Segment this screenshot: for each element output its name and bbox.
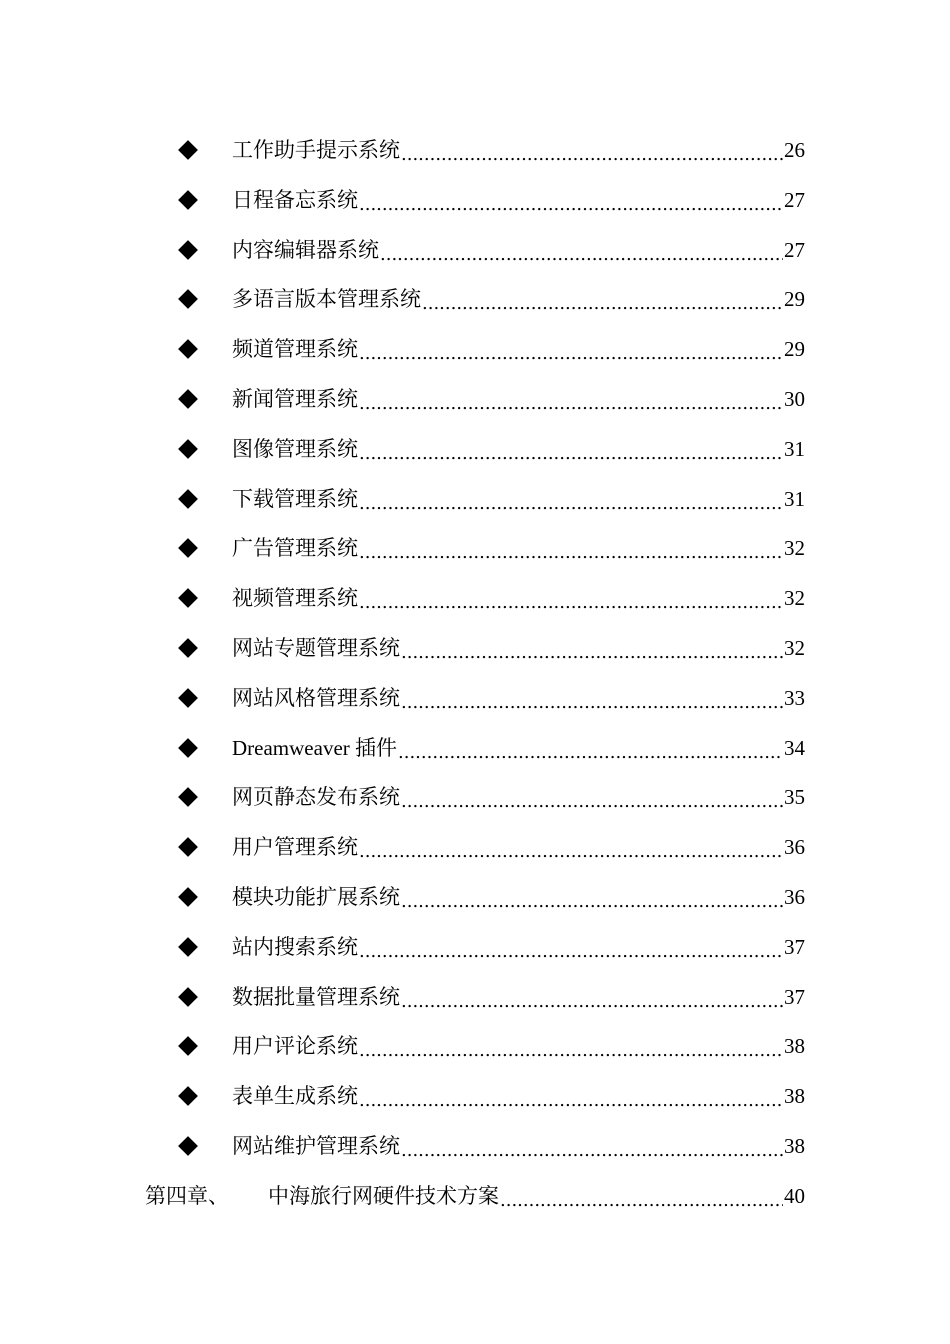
toc-chapter-entry[interactable] (0, 1176, 950, 1226)
toc-entry-title: 视频管理系统 (232, 586, 358, 611)
toc-entry[interactable] (0, 1076, 950, 1126)
diamond-bullet-icon (175, 279, 201, 319)
dot-leader (380, 240, 783, 270)
toc-entry-title: 用户管理系统 (232, 835, 358, 860)
toc-entry-line (232, 728, 805, 768)
dot-leader (500, 1186, 783, 1216)
toc-entry-page: 29 (784, 287, 805, 312)
toc-entry[interactable] (0, 479, 950, 529)
diamond-bullet-icon (175, 678, 201, 718)
toc-entry-line (232, 578, 805, 618)
dot-leader (359, 937, 783, 967)
toc-entry-title: 网站专题管理系统 (232, 635, 400, 660)
toc-entry[interactable] (0, 977, 950, 1027)
dot-leader (401, 688, 783, 718)
dot-leader (401, 638, 783, 668)
toc-entry-page: 34 (784, 735, 805, 760)
toc-entry-line (232, 1076, 805, 1116)
toc-entry-title: 网站风格管理系统 (232, 685, 400, 710)
toc-entry-title: 模块功能扩展系统 (232, 884, 400, 909)
dot-leader (401, 787, 783, 817)
diamond-bullet-icon (175, 230, 201, 270)
dot-leader (359, 1086, 783, 1116)
toc-entry-title: 内容编辑器系统 (232, 237, 379, 262)
toc-entry-title: 多语言版本管理系统 (232, 287, 421, 312)
toc-entry-line (232, 628, 805, 668)
toc-entry-line (232, 130, 805, 170)
toc-entry-line (232, 230, 805, 270)
dot-leader (359, 190, 783, 220)
diamond-bullet-icon (175, 479, 201, 519)
dot-leader (359, 389, 783, 419)
toc-entry-title: 下载管理系统 (232, 486, 358, 511)
toc-entry-title: 日程备忘系统 (232, 187, 358, 212)
toc-entry-line (232, 528, 805, 568)
toc-entry[interactable] (0, 180, 950, 230)
toc-entry-line (232, 877, 805, 917)
toc-entry[interactable] (0, 329, 950, 379)
dot-leader (401, 987, 783, 1017)
toc-entry-page: 38 (784, 1034, 805, 1059)
toc-entry-title: 图像管理系统 (232, 436, 358, 461)
diamond-bullet-icon (175, 1026, 201, 1066)
toc-entry-page: 31 (784, 436, 805, 461)
chapter-title: 中海旅行网硬件技术方案 (268, 1183, 499, 1208)
toc-entry-line (232, 827, 805, 867)
diamond-bullet-icon (175, 528, 201, 568)
diamond-bullet-icon (175, 329, 201, 369)
toc-entry-page: 37 (784, 984, 805, 1009)
toc-chapter-line (145, 1176, 805, 1216)
toc-entry-page: 29 (784, 337, 805, 362)
toc-entry-title: 表单生成系统 (232, 1084, 358, 1109)
diamond-bullet-icon (175, 578, 201, 618)
dot-leader (359, 339, 783, 369)
chapter-page: 40 (784, 1183, 805, 1208)
dot-leader (359, 588, 783, 618)
toc-entry[interactable] (0, 628, 950, 678)
toc-entry-page: 32 (784, 536, 805, 561)
toc-entry[interactable] (0, 1026, 950, 1076)
toc-entry[interactable] (0, 678, 950, 728)
toc-entry-title: 广告管理系统 (232, 536, 358, 561)
diamond-bullet-icon (175, 130, 201, 170)
dot-leader (359, 837, 783, 867)
toc-entry-page: 27 (784, 237, 805, 262)
toc-entry-title: 频道管理系统 (232, 337, 358, 362)
toc-entry-title: Dreamweaver 插件 (232, 735, 398, 760)
toc-entry-line (232, 429, 805, 469)
toc-entry[interactable] (0, 1126, 950, 1176)
dot-leader (359, 489, 783, 519)
toc-entry-page: 33 (784, 685, 805, 710)
toc-entry-line (232, 927, 805, 967)
diamond-bullet-icon (175, 977, 201, 1017)
diamond-bullet-icon (175, 927, 201, 967)
toc-entry[interactable] (0, 429, 950, 479)
toc-entry-page: 35 (784, 785, 805, 810)
toc-entry[interactable] (0, 279, 950, 329)
dot-leader (422, 289, 783, 319)
diamond-bullet-icon (175, 877, 201, 917)
dot-leader (401, 887, 783, 917)
toc-entry[interactable] (0, 578, 950, 628)
toc-entry-title: 网站维护管理系统 (232, 1133, 400, 1158)
diamond-bullet-icon (175, 827, 201, 867)
toc-entry[interactable] (0, 927, 950, 977)
diamond-bullet-icon (175, 1126, 201, 1166)
toc-entry[interactable] (0, 827, 950, 877)
toc-entry-page: 32 (784, 635, 805, 660)
toc-entry-line (232, 180, 805, 220)
toc-entry[interactable] (0, 728, 950, 778)
toc-entry-line (232, 379, 805, 419)
toc-entry-line (232, 1026, 805, 1066)
toc-entry-page: 36 (784, 835, 805, 860)
dot-leader (401, 140, 783, 170)
diamond-bullet-icon (175, 777, 201, 817)
toc-entry[interactable] (0, 130, 950, 180)
diamond-bullet-icon (175, 1076, 201, 1116)
toc-entry-line (232, 1126, 805, 1166)
toc-entry-page: 38 (784, 1084, 805, 1109)
toc-entry-page: 37 (784, 934, 805, 959)
diamond-bullet-icon (175, 180, 201, 220)
toc-entry-title: 网页静态发布系统 (232, 785, 400, 810)
toc-entry-title: 工作助手提示系统 (232, 138, 400, 162)
toc-entry-line (232, 479, 805, 519)
toc-entry-page: 31 (784, 486, 805, 511)
toc-entry-page: 27 (784, 187, 805, 212)
toc-entry-title: 数据批量管理系统 (232, 984, 400, 1009)
toc-entry[interactable] (0, 528, 950, 578)
toc-entry-page: 26 (784, 138, 805, 162)
toc-entry-line (232, 977, 805, 1017)
dot-leader (398, 738, 783, 768)
toc-entry-title: 用户评论系统 (232, 1034, 358, 1059)
toc-entry-page: 30 (784, 386, 805, 411)
toc-entry[interactable] (0, 230, 950, 280)
toc-entry-title: 站内搜索系统 (232, 934, 358, 959)
toc-entry[interactable] (0, 379, 950, 429)
toc-entry-line (232, 279, 805, 319)
dot-leader (359, 1036, 783, 1066)
diamond-bullet-icon (175, 429, 201, 469)
table-of-contents (0, 130, 950, 1226)
toc-entry[interactable] (0, 777, 950, 827)
toc-entry-title: 新闻管理系统 (232, 386, 358, 411)
diamond-bullet-icon (175, 379, 201, 419)
toc-entry-page: 32 (784, 586, 805, 611)
toc-entry-page: 36 (784, 884, 805, 909)
diamond-bullet-icon (175, 628, 201, 668)
chapter-number: 第四章、 (145, 1183, 229, 1208)
toc-entry-line (232, 777, 805, 817)
toc-entry-line (232, 329, 805, 369)
dot-leader (401, 1136, 783, 1166)
diamond-bullet-icon (175, 728, 201, 768)
dot-leader (359, 439, 783, 469)
toc-entry-page: 38 (784, 1133, 805, 1158)
dot-leader (359, 538, 783, 568)
toc-entry[interactable] (0, 877, 950, 927)
toc-entry-line (232, 678, 805, 718)
